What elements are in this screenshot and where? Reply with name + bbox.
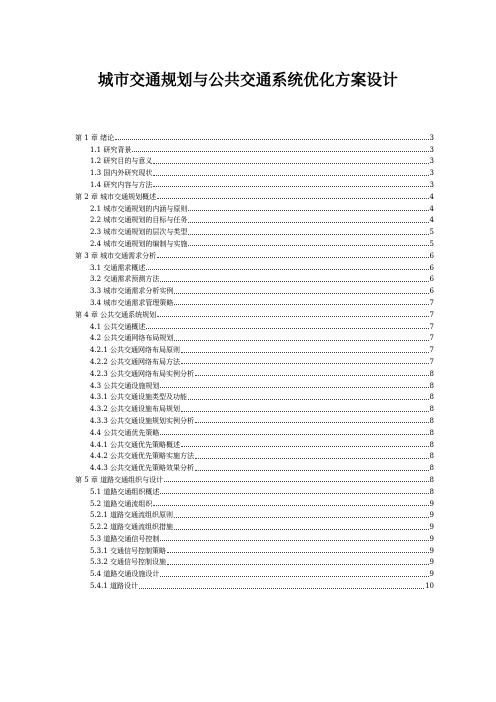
toc-dot-leader — [195, 422, 428, 423]
toc-dot-leader — [174, 529, 428, 530]
toc-dot-leader — [167, 564, 428, 565]
toc-dot-leader — [160, 576, 428, 577]
toc-section-entry[interactable] — [75, 378, 434, 390]
document-title: 城市交通规划与公共交通系统优化方案设计 — [97, 71, 399, 89]
toc-dot-leader — [181, 411, 428, 412]
toc-dot-leader — [181, 352, 428, 353]
toc-section-entry[interactable] — [75, 165, 434, 177]
toc-entry-page-number: 7 — [429, 357, 434, 366]
toc-entry-label: 第 5 章 道路交通组织与设计 — [75, 475, 164, 484]
toc-section-entry[interactable] — [75, 142, 434, 154]
toc-entry-page-number: 6 — [429, 275, 434, 284]
toc-entry-label: 4.2.2 公共交通网络布局方法 — [90, 357, 181, 366]
toc-entry-page-number: 8 — [429, 369, 434, 378]
toc-entry-page-number: 8 — [429, 428, 434, 437]
toc-dot-leader — [195, 375, 428, 376]
toc-entry-label: 4.4.1 公共交通优先策略概述 — [90, 440, 181, 449]
toc-chapter-entry[interactable] — [75, 307, 434, 319]
toc-dot-leader — [188, 245, 428, 246]
toc-dot-leader — [181, 363, 428, 364]
toc-entry-page-number: 3 — [429, 169, 434, 178]
toc-entry-label: 4.4 公共交通优先策略 — [90, 428, 160, 437]
toc-entry-page-number: 7 — [429, 346, 434, 355]
toc-section-entry[interactable] — [75, 519, 434, 531]
toc-entry-label: 4.4.3 公共交通优先策略效果分析 — [90, 464, 195, 473]
toc-chapter-entry[interactable] — [75, 472, 434, 484]
toc-dot-leader — [174, 517, 428, 518]
toc-entry-page-number: 4 — [429, 216, 434, 225]
toc-section-entry[interactable] — [75, 342, 434, 354]
toc-dot-leader — [160, 281, 428, 282]
toc-dot-leader — [139, 588, 424, 589]
toc-entry-page-number: 9 — [429, 546, 434, 555]
toc-dot-leader — [188, 222, 428, 223]
toc-section-entry[interactable] — [75, 319, 434, 331]
toc-dot-leader — [160, 540, 428, 541]
toc-dot-leader — [157, 198, 428, 199]
toc-entry-label: 5.4 道路交通设施设计 — [90, 570, 160, 579]
toc-dot-leader — [181, 446, 428, 447]
toc-entry-page-number: 4 — [429, 192, 434, 201]
toc-entry-label: 5.2 道路交通流组织 — [90, 499, 153, 508]
toc-section-entry[interactable] — [75, 331, 434, 343]
toc-section-entry[interactable] — [75, 354, 434, 366]
toc-entry-page-number: 8 — [429, 487, 434, 496]
toc-entry-label: 2.4 城市交通规划的编制与实施 — [90, 239, 188, 248]
toc-entry-label: 5.3 道路交通信号控制 — [90, 534, 160, 543]
toc-section-entry[interactable] — [75, 390, 434, 402]
toc-dot-leader — [160, 387, 428, 388]
toc-entry-label: 4.2 公共交通网络布局规划 — [90, 334, 174, 343]
toc-dot-leader — [157, 257, 428, 258]
toc-entry-page-number: 5 — [429, 228, 434, 237]
table-of-contents — [75, 130, 434, 590]
toc-entry-label: 4.3.3 公共交通设施规划实例分析 — [90, 416, 195, 425]
toc-dot-leader — [153, 186, 428, 187]
toc-entry-page-number: 10 — [425, 582, 434, 591]
toc-entry-label: 3.3 城市交通需求分析实例 — [90, 287, 174, 296]
toc-entry-page-number: 8 — [429, 393, 434, 402]
toc-dot-leader — [153, 175, 428, 176]
toc-dot-leader — [195, 458, 428, 459]
toc-entry-label: 1.4 研究内容与方法 — [90, 180, 153, 189]
toc-entry-page-number: 9 — [429, 534, 434, 543]
toc-entry-page-number: 8 — [429, 464, 434, 473]
toc-entry-label: 2.3 城市交通规划的层次与类型 — [90, 228, 188, 237]
toc-entry-label: 3.2 交通需求预测方法 — [90, 275, 160, 284]
toc-entry-page-number: 4 — [429, 204, 434, 213]
toc-entry-page-number: 7 — [429, 334, 434, 343]
toc-entry-page-number: 6 — [429, 263, 434, 272]
toc-entry-label: 4.3 公共交通设施规划 — [90, 381, 160, 390]
toc-entry-page-number: 9 — [429, 511, 434, 520]
toc-chapter-entry[interactable] — [75, 130, 434, 142]
toc-entry-page-number: 9 — [429, 570, 434, 579]
toc-dot-leader — [164, 481, 428, 482]
toc-entry-page-number: 8 — [429, 381, 434, 390]
toc-entry-label: 2.1 城市交通规划的内涵与原则 — [90, 204, 188, 213]
toc-section-entry[interactable] — [75, 213, 434, 225]
toc-section-entry[interactable] — [75, 508, 434, 520]
toc-entry-label: 第 4 章 公共交通系统规划 — [75, 310, 157, 319]
toc-dot-leader — [188, 234, 428, 235]
toc-dot-leader — [115, 139, 428, 140]
toc-section-entry[interactable] — [75, 449, 434, 461]
toc-dot-leader — [146, 269, 428, 270]
toc-dot-leader — [160, 493, 428, 494]
toc-entry-label: 1.2 研究目的与意义 — [90, 157, 153, 166]
toc-entry-label: 5.3.2 交通信号控制设施 — [90, 558, 167, 567]
toc-entry-label: 3.1 交通需求概述 — [90, 263, 146, 272]
toc-section-entry[interactable] — [75, 401, 434, 413]
toc-entry-label: 第 2 章 城市交通规划概述 — [75, 192, 157, 201]
toc-section-entry[interactable] — [75, 154, 434, 166]
toc-dot-leader — [132, 151, 428, 152]
toc-entry-label: 4.3.2 公共交通设施布局规划 — [90, 405, 181, 414]
toc-dot-leader — [174, 293, 428, 294]
toc-entry-page-number: 3 — [429, 180, 434, 189]
toc-section-entry[interactable] — [75, 260, 434, 272]
toc-dot-leader — [188, 399, 428, 400]
toc-dot-leader — [153, 163, 428, 164]
toc-dot-leader — [153, 505, 428, 506]
toc-entry-page-number: 6 — [429, 287, 434, 296]
toc-dot-leader — [188, 210, 428, 211]
toc-entry-page-number: 5 — [429, 239, 434, 248]
toc-entry-page-number: 8 — [429, 452, 434, 461]
toc-section-entry[interactable] — [75, 496, 434, 508]
toc-entry-page-number: 8 — [429, 475, 434, 484]
toc-entry-label: 1.3 国内外研究现状 — [90, 169, 153, 178]
toc-entry-page-number: 8 — [429, 440, 434, 449]
toc-entry-label: 5.2.2 道路交通流组织措施 — [90, 523, 174, 532]
toc-section-entry[interactable] — [75, 224, 434, 236]
toc-dot-leader — [160, 434, 428, 435]
toc-section-entry[interactable] — [75, 236, 434, 248]
toc-entry-page-number: 3 — [429, 145, 434, 154]
toc-entry-label: 2.2 城市交通规划的目标与任务 — [90, 216, 188, 225]
toc-section-entry[interactable] — [75, 531, 434, 543]
toc-dot-leader — [174, 340, 428, 341]
toc-section-entry[interactable] — [75, 484, 434, 496]
toc-entry-label: 5.3.1 交通信号控制策略 — [90, 546, 167, 555]
toc-entry-label: 4.1 公共交通概述 — [90, 322, 146, 331]
toc-entry-label: 5.2.1 道路交通流组织原则 — [90, 511, 174, 520]
toc-section-entry[interactable] — [75, 295, 434, 307]
toc-entry-label: 4.4.2 公共交通优先策略实施方法 — [90, 452, 195, 461]
toc-section-entry[interactable] — [75, 201, 434, 213]
toc-entry-label: 3.4 城市交通需求管理策略 — [90, 298, 174, 307]
toc-section-entry[interactable] — [75, 283, 434, 295]
toc-entry-label: 第 3 章 城市交通需求分析 — [75, 251, 157, 260]
toc-chapter-entry[interactable] — [75, 189, 434, 201]
toc-dot-leader — [195, 470, 428, 471]
toc-section-entry[interactable] — [75, 425, 434, 437]
toc-entry-label: 4.2.3 公共交通网络布局实例分析 — [90, 369, 195, 378]
toc-entry-label: 1.1 研究背景 — [90, 145, 132, 154]
toc-entry-page-number: 6 — [429, 251, 434, 260]
toc-entry-page-number: 3 — [429, 157, 434, 166]
toc-section-entry[interactable] — [75, 413, 434, 425]
toc-chapter-entry[interactable] — [75, 248, 434, 260]
toc-section-entry[interactable] — [75, 437, 434, 449]
toc-dot-leader — [146, 328, 428, 329]
toc-section-entry[interactable] — [75, 366, 434, 378]
toc-entry-page-number: 7 — [429, 322, 434, 331]
toc-entry-page-number: 8 — [429, 405, 434, 414]
toc-dot-leader — [174, 304, 428, 305]
toc-entry-label: 4.2.1 公共交通网络布局原则 — [90, 346, 181, 355]
toc-entry-page-number: 8 — [429, 416, 434, 425]
toc-section-entry[interactable] — [75, 177, 434, 189]
toc-entry-label: 4.3.1 公共交通设施类型及功能 — [90, 393, 188, 402]
toc-entry-page-number: 9 — [429, 558, 434, 567]
toc-entry-label: 5.4.1 道路设计 — [90, 582, 139, 591]
toc-entry-page-number: 7 — [429, 298, 434, 307]
toc-section-entry[interactable] — [75, 543, 434, 555]
toc-dot-leader — [167, 552, 428, 553]
toc-section-entry[interactable] — [75, 555, 434, 567]
toc-entry-page-number: 7 — [429, 310, 434, 319]
toc-section-entry[interactable] — [75, 578, 434, 590]
toc-dot-leader — [157, 316, 428, 317]
toc-section-entry[interactable] — [75, 566, 434, 578]
toc-section-entry[interactable] — [75, 272, 434, 284]
toc-entry-label: 第 1 章 绪论 — [75, 133, 115, 142]
toc-entry-label: 5.1 道路交通组织概述 — [90, 487, 160, 496]
toc-entry-page-number: 3 — [429, 133, 434, 142]
toc-entry-page-number: 9 — [429, 523, 434, 532]
toc-entry-page-number: 9 — [429, 499, 434, 508]
toc-section-entry[interactable] — [75, 460, 434, 472]
